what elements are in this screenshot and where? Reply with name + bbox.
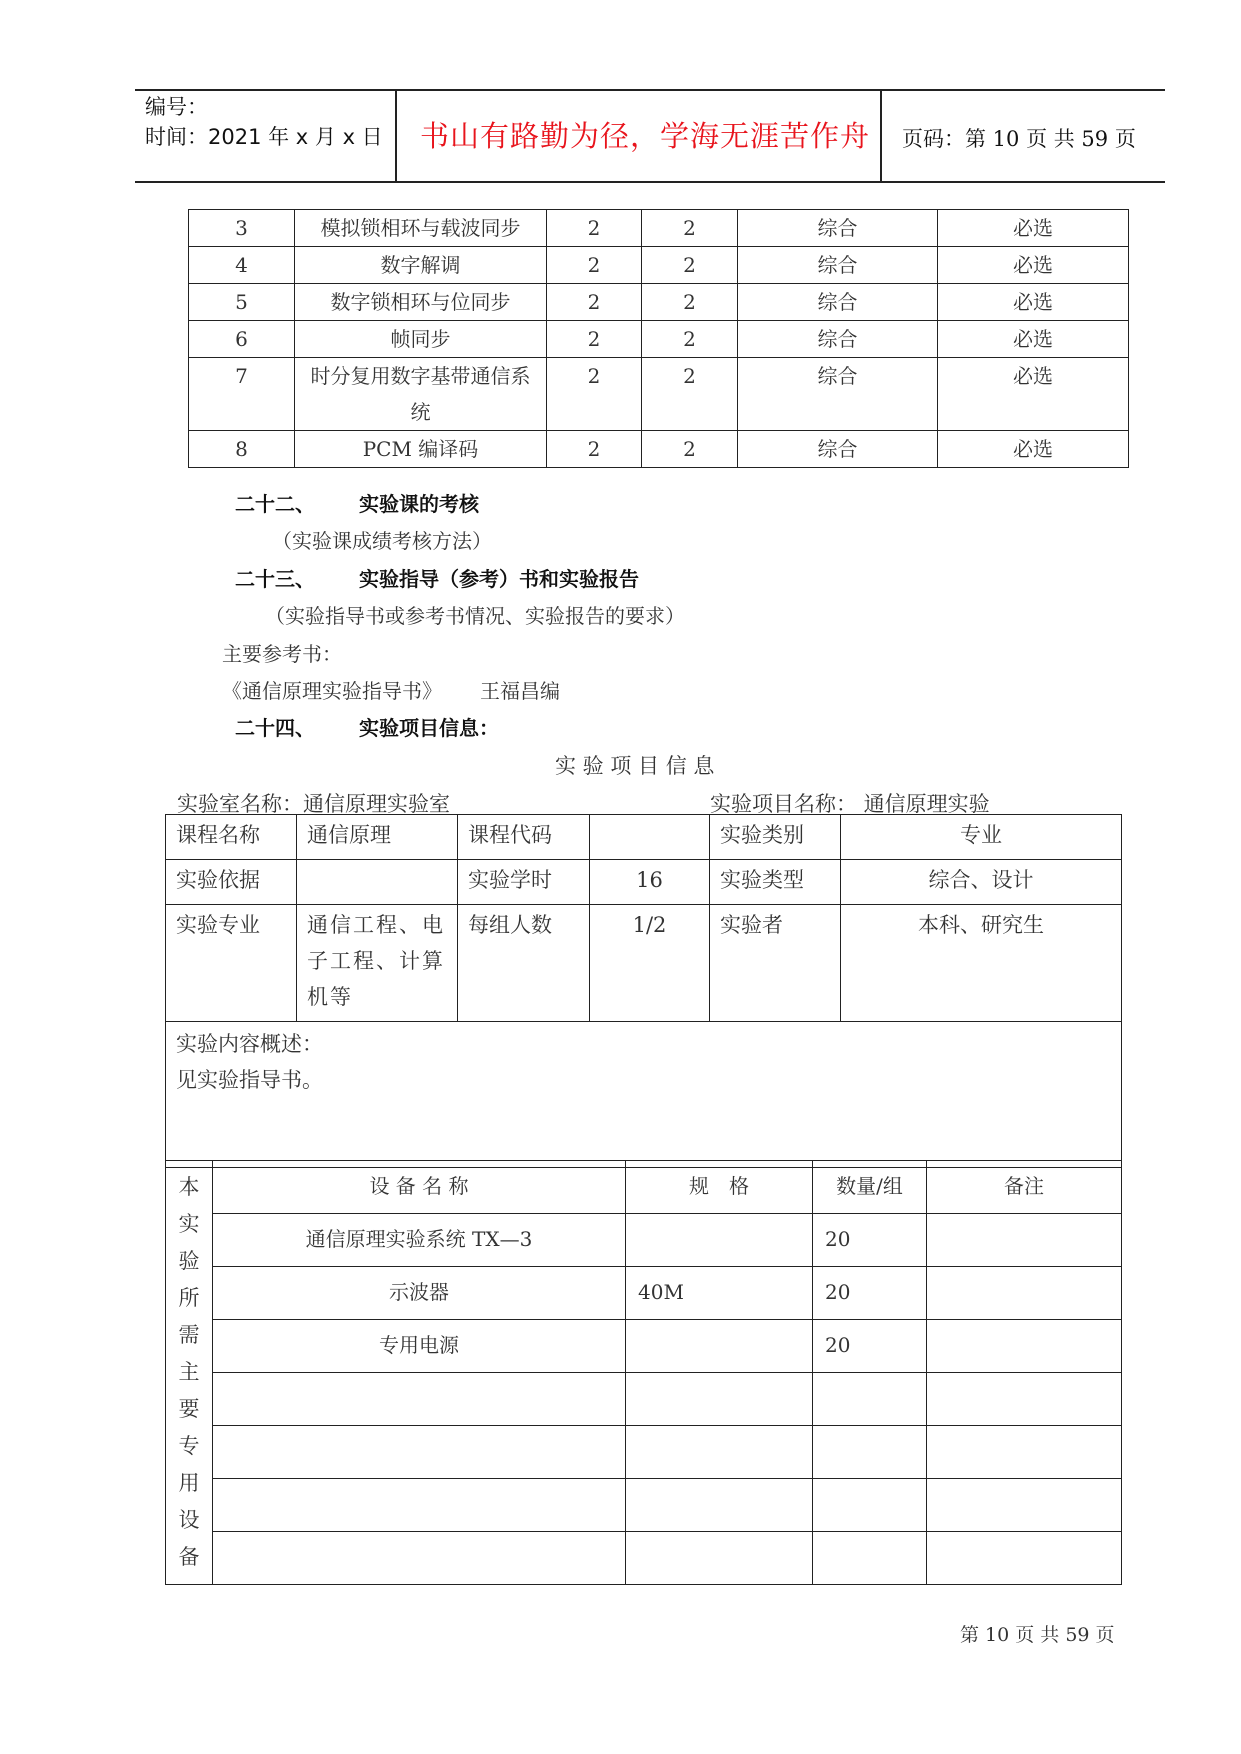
- equip-spec: [626, 1479, 813, 1532]
- side-char: 所: [178, 1286, 200, 1310]
- equip-note: [927, 1267, 1122, 1320]
- header-motto: 书山有路勤为径，学海无涯苦作舟: [419, 119, 870, 153]
- table-row: [166, 815, 1122, 860]
- table-row: [166, 1161, 1122, 1214]
- section-23-heading: [235, 563, 639, 592]
- equip-note: [927, 1320, 1122, 1373]
- equip-note: [927, 1214, 1122, 1267]
- table-row: [166, 1479, 1122, 1532]
- col-header-spec: 规 格: [626, 1161, 813, 1214]
- exp-name-text: 时分复用数字基带通信系统: [310, 364, 531, 424]
- project-info-table: [165, 814, 1122, 1168]
- table-row: [166, 1022, 1122, 1168]
- info-title: 实 验 项 目 信 息: [555, 754, 715, 778]
- table-row: [166, 1426, 1122, 1479]
- exp-no: 3: [189, 210, 295, 247]
- project-name: 实验项目名称： 通信原理实验: [710, 792, 990, 816]
- equip-note: [927, 1479, 1122, 1532]
- exp-requirement: 必选: [938, 284, 1129, 321]
- exp-no: 4: [189, 247, 295, 284]
- exp-hours: 2: [642, 358, 738, 431]
- course-code-label: 课程代码: [458, 815, 590, 860]
- section-22-note: （实验课成绩考核方法）: [272, 529, 492, 553]
- exp-hours: 2: [642, 321, 738, 358]
- equip-note: [927, 1373, 1122, 1426]
- header-meta: [145, 92, 383, 152]
- group-size-label: 每组人数: [458, 905, 590, 1022]
- header-time: 时间：2021 年 x 月 x 日: [145, 125, 383, 149]
- equip-spec: [626, 1426, 813, 1479]
- equip-name: [213, 1479, 626, 1532]
- side-char: 设: [178, 1508, 200, 1532]
- side-char: 要: [178, 1397, 200, 1421]
- equip-qty: [813, 1479, 927, 1532]
- equipment-table: [165, 1160, 1122, 1585]
- side-char: 用: [178, 1471, 200, 1495]
- section-title: 实验指导（参考）书和实验报告: [359, 567, 639, 591]
- page-footer: 第 10 页 共 59 页: [960, 1624, 1115, 1646]
- experiment-list-table: [188, 209, 1129, 468]
- course-name-value: 通信原理: [297, 815, 458, 860]
- table-row: [189, 284, 1129, 321]
- table-row: [166, 1214, 1122, 1267]
- side-char: 专: [178, 1434, 200, 1458]
- table-row: [189, 321, 1129, 358]
- exp-type: 综合: [738, 247, 938, 284]
- equip-qty: [813, 1426, 927, 1479]
- section-23-note: （实验指导书或参考书情况、实验报告的要求）: [265, 604, 685, 628]
- section-title: 实验课的考核: [359, 492, 479, 516]
- table-row: [189, 358, 1129, 431]
- exp-type: 综合: [738, 284, 938, 321]
- equip-qty: 20: [813, 1320, 927, 1373]
- section-number: 二十四、: [235, 716, 315, 740]
- exp-no: 8: [189, 431, 295, 468]
- reference-author: 王福昌编: [480, 679, 560, 703]
- side-char: 验: [178, 1249, 200, 1273]
- exp-requirement: 必选: [938, 431, 1129, 468]
- hours-value: 16: [590, 860, 710, 905]
- equip-spec: [626, 1320, 813, 1373]
- table-row: [166, 1373, 1122, 1426]
- side-char: 主: [178, 1360, 200, 1384]
- basis-label: 实验依据: [166, 860, 297, 905]
- exp-name: 数字解调: [295, 247, 547, 284]
- side-char: 实: [178, 1212, 200, 1236]
- table-row: [166, 860, 1122, 905]
- exp-hours: 2: [547, 284, 642, 321]
- reference-title: 《通信原理实验指导书》: [222, 679, 442, 703]
- content-text: 见实验指导书。: [176, 1068, 323, 1092]
- equip-spec: [626, 1532, 813, 1585]
- side-char: 需: [178, 1323, 200, 1347]
- equip-name: [213, 1532, 626, 1585]
- equip-qty: 20: [813, 1214, 927, 1267]
- exp-category-value: 专业: [841, 815, 1122, 860]
- exp-hours: 2: [547, 358, 642, 431]
- exp-hours: 2: [547, 247, 642, 284]
- exp-type: 综合: [738, 210, 938, 247]
- header-divider-left: [395, 89, 397, 182]
- header-number: 编号：: [145, 95, 208, 119]
- equip-qty: [813, 1373, 927, 1426]
- exp-hours: 2: [547, 210, 642, 247]
- section-title: 实验项目信息：: [359, 716, 499, 740]
- basis-value: [297, 860, 458, 905]
- equip-qty: [813, 1532, 927, 1585]
- equip-note: [927, 1532, 1122, 1585]
- experimenter-label: 实验者: [710, 905, 841, 1022]
- equip-name: [213, 1373, 626, 1426]
- table-row: [166, 1320, 1122, 1373]
- col-header-name: 设 备 名 称: [213, 1161, 626, 1214]
- equipment-side-label: [166, 1161, 213, 1585]
- group-size-value: 1/2: [590, 905, 710, 1022]
- content-summary: [166, 1022, 1122, 1168]
- side-char: 备: [178, 1545, 200, 1569]
- exp-requirement: 必选: [938, 210, 1129, 247]
- content-label: 实验内容概述：: [176, 1032, 323, 1056]
- table-row: [189, 431, 1129, 468]
- course-code-value: [590, 815, 710, 860]
- exp-hours: 2: [547, 321, 642, 358]
- equip-name: 通信原理实验系统 TX—3: [213, 1214, 626, 1267]
- equip-spec: [626, 1214, 813, 1267]
- exp-type: 综合: [738, 431, 938, 468]
- table-row: [166, 1532, 1122, 1585]
- equip-name: [213, 1426, 626, 1479]
- equip-spec: [626, 1373, 813, 1426]
- exp-no: 6: [189, 321, 295, 358]
- equip-name: 专用电源: [213, 1320, 626, 1373]
- exp-requirement: 必选: [938, 247, 1129, 284]
- header-bottom-rule: [135, 181, 1165, 183]
- exp-name: 帧同步: [295, 321, 547, 358]
- exp-name: 数字锁相环与位同步: [295, 284, 547, 321]
- equip-note: [927, 1426, 1122, 1479]
- section-number: 二十三、: [235, 567, 315, 591]
- exp-type: 综合: [738, 321, 938, 358]
- side-char: 本: [178, 1175, 200, 1199]
- exp-hours: 2: [642, 247, 738, 284]
- table-row: [166, 1267, 1122, 1320]
- header-top-rule: [135, 89, 1165, 91]
- section-24-heading: [235, 712, 499, 741]
- header-page-number: 页码：第 10 页 共 59 页: [902, 127, 1136, 151]
- course-name-label: 课程名称: [166, 815, 297, 860]
- table-row: [189, 247, 1129, 284]
- exp-no: 5: [189, 284, 295, 321]
- col-header-note: 备注: [927, 1161, 1122, 1214]
- major-label: 实验专业: [166, 905, 297, 1022]
- equip-name: 示波器: [213, 1267, 626, 1320]
- exp-hours: 2: [642, 284, 738, 321]
- section-22-heading: [235, 488, 479, 517]
- hours-label: 实验学时: [458, 860, 590, 905]
- references-label: 主要参考书：: [222, 642, 342, 666]
- exp-no: 7: [189, 358, 295, 431]
- exp-name: [295, 358, 547, 431]
- exp-name: PCM 编译码: [295, 431, 547, 468]
- exp-category-label: 实验类别: [710, 815, 841, 860]
- table-row: [189, 210, 1129, 247]
- exp-hours: 2: [642, 431, 738, 468]
- equip-qty: 20: [813, 1267, 927, 1320]
- exp-type: 综合: [738, 358, 938, 431]
- section-number: 二十二、: [235, 492, 315, 516]
- exp-name: 模拟锁相环与载波同步: [295, 210, 547, 247]
- exp-hours: 2: [547, 431, 642, 468]
- col-header-qty: 数量/组: [813, 1161, 927, 1214]
- experimenter-value: 本科、研究生: [841, 905, 1122, 1022]
- table-row: [166, 905, 1122, 1022]
- exp-type-value: 综合、设计: [841, 860, 1122, 905]
- exp-requirement: 必选: [938, 321, 1129, 358]
- exp-type-label: 实验类型: [710, 860, 841, 905]
- reference-book: [222, 675, 560, 704]
- exp-hours: 2: [642, 210, 738, 247]
- lab-name: 实验室名称：通信原理实验室: [177, 792, 450, 816]
- exp-requirement: 必选: [938, 358, 1129, 431]
- equip-spec: 40M: [626, 1267, 813, 1320]
- major-value: 通信工程、电子工程、计算机等: [297, 905, 458, 1022]
